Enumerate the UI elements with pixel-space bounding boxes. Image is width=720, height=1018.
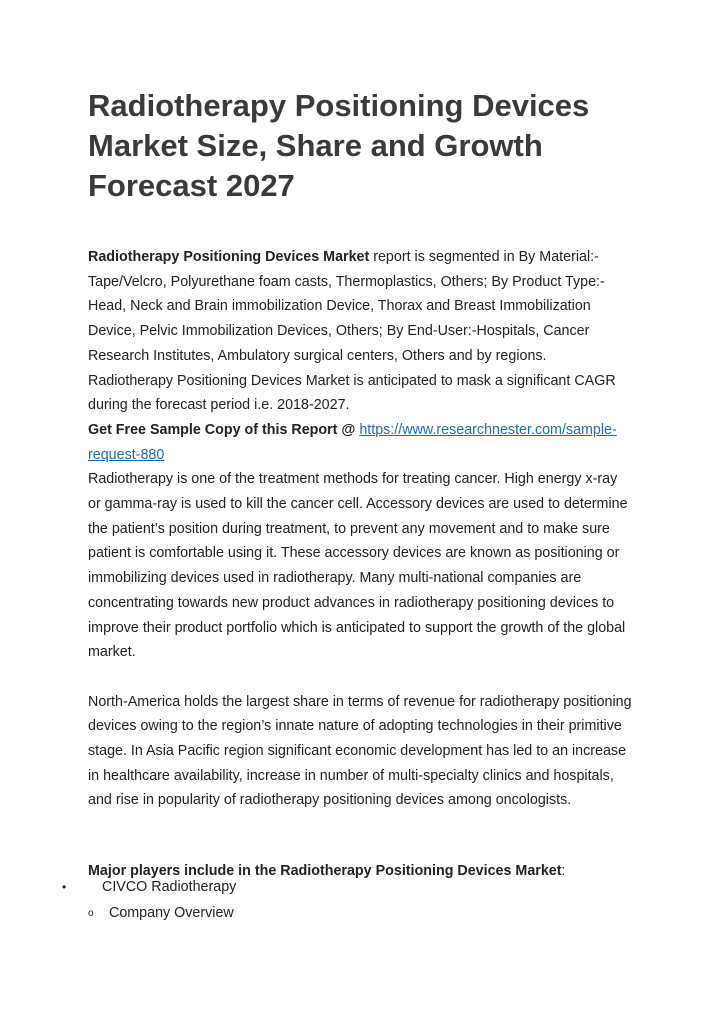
major-players-heading-text: Major players include in the Radiotherapy Positioning Devices Market [88, 863, 562, 879]
bullet-icon: • [62, 880, 67, 894]
player-name: CIVCO Radiotherapy [102, 879, 237, 895]
sample-label: Get Free Sample Copy of this Report @ [88, 421, 360, 438]
regional-paragraph: North-America holds the largest share in terms of revenue for radiotherapy positioning devices owing to the region’s innate nature of adopting technologies in their primitive stage. In Asia Pacific region significant economic development has led to an increase in healthcare availability, increase in number of multi-specialty clinics and hospitals, and rise in popularity of radiotherapy positioning devices among oncologists. [88, 693, 632, 809]
major-players-heading-suffix: : [561, 863, 566, 879]
sample-paragraph [88, 418, 633, 467]
paragraph-spacer [88, 665, 633, 690]
intro-paragraph [88, 245, 633, 418]
description-paragraph: Radiotherapy is one of the treatment methods for treating cancer. High energy x-ray or gamma-ray is used to kill the cancer cell. Accessory devices are used to determine the patient’s position during treatment, to prevent any movement and to make sure patient is comfortable using it. These accessory devices are known as positioning or immobilizing devices used in radiotherapy. Many multi-national companies are concentrating towards new product advances in radiotherapy positioning devices to improve their product portfolio which is anticipated to support the growth of the global market. [88, 471, 628, 661]
intro-lead: Radiotherapy Positioning Devices Market [88, 249, 370, 265]
list-item [62, 877, 622, 897]
sample-link[interactable]: https://www.researchnester.com/sample-request-880 [88, 421, 617, 463]
sub-item-label: Company Overview [109, 905, 234, 921]
circle-bullet-icon: o [88, 908, 94, 919]
document-body [88, 245, 633, 813]
sub-list-item [88, 903, 648, 924]
intro-text: report is segmented in By Material:-Tape/Velcro, Polyurethane foam casts, Thermoplastics, Others; By Product Type:-Head, Neck and Brain immobilization Device, Thorax and Breast Immobilization Device, Pelvic Immobilization Devices, Others; By End-User:-Hospitals, Cancer Research Institutes, Ambulatory surgical centers, Others and by regions. Radiotherapy Positioning Devices Market is anticipated to mask a significant CAGR during the forecast period i.e. 2018-2027. [88, 249, 616, 414]
page-title: Radiotherapy Positioning Devices Market Size, Share and Growth Forecast 2027 [88, 88, 590, 203]
